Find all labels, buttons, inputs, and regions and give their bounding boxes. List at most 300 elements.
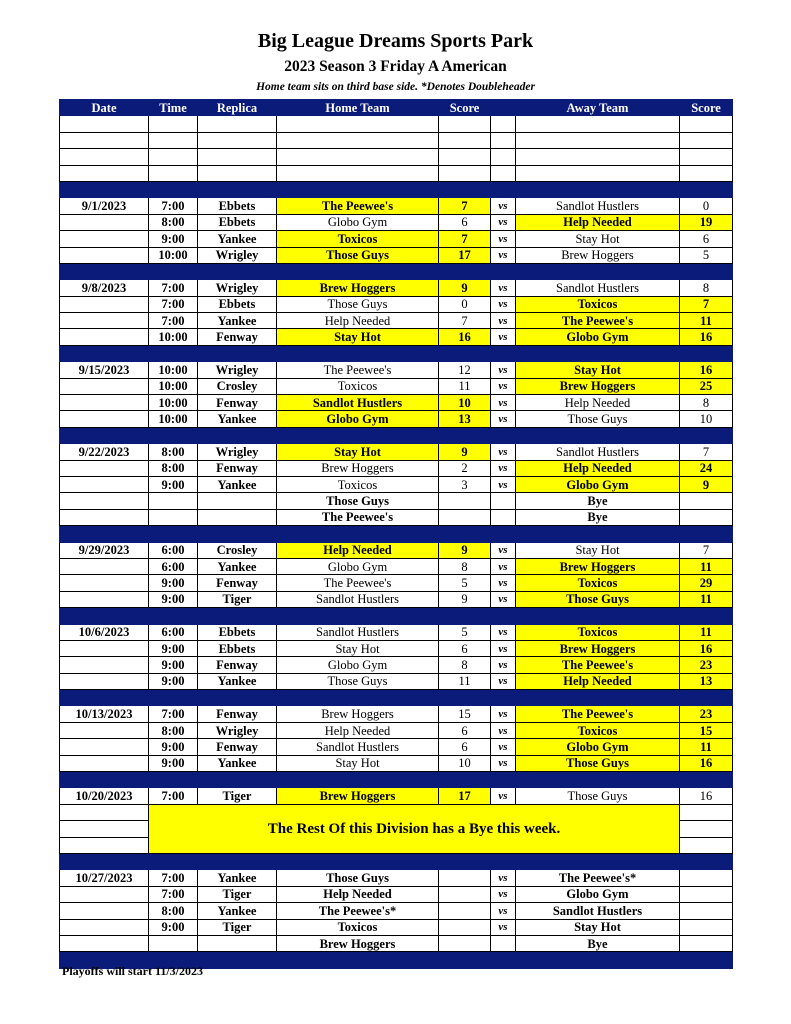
date-cell: 10/13/2023 bbox=[60, 706, 149, 722]
home-score-cell: 9 bbox=[439, 591, 491, 607]
home-score-cell: 9 bbox=[439, 542, 491, 558]
time-cell: 9:00 bbox=[149, 591, 198, 607]
away-score-cell: 9 bbox=[680, 476, 733, 492]
empty-cell bbox=[491, 165, 516, 181]
time-cell: 10:00 bbox=[149, 329, 198, 345]
time-cell: 9:00 bbox=[149, 640, 198, 656]
game-row bbox=[60, 657, 733, 673]
field-cell: Tiger bbox=[198, 919, 277, 935]
col-header-time: Time bbox=[149, 100, 198, 116]
empty-cell bbox=[439, 116, 491, 132]
home-score-cell: 6 bbox=[439, 214, 491, 230]
separator-bar bbox=[60, 526, 733, 542]
field-cell: Fenway bbox=[198, 395, 277, 411]
home-score-cell bbox=[439, 870, 491, 886]
vs-cell: vs bbox=[491, 657, 516, 673]
game-row bbox=[60, 919, 733, 935]
home-team-cell: The Peewee's bbox=[277, 198, 439, 214]
away-score-cell: 11 bbox=[680, 624, 733, 640]
game-row bbox=[60, 591, 733, 607]
field-cell: Yankee bbox=[198, 231, 277, 247]
away-team-cell: Brew Hoggers bbox=[516, 640, 680, 656]
vs-cell: vs bbox=[491, 378, 516, 394]
game-row bbox=[60, 198, 733, 214]
home-team-cell: Those Guys bbox=[277, 493, 439, 509]
page-subtitle: 2023 Season 3 Friday A American bbox=[284, 58, 507, 75]
game-row bbox=[60, 739, 733, 755]
game-row bbox=[60, 575, 733, 591]
empty-cell bbox=[149, 149, 198, 165]
away-team-cell: Help Needed bbox=[516, 395, 680, 411]
away-score-cell bbox=[680, 509, 733, 525]
vs-cell: vs bbox=[491, 329, 516, 345]
date-cell bbox=[60, 493, 149, 509]
field-cell: Crosley bbox=[198, 378, 277, 394]
time-cell: 7:00 bbox=[149, 886, 198, 902]
empty-cell bbox=[516, 165, 680, 181]
vs-cell: vs bbox=[491, 624, 516, 640]
playoffs-note: Playoffs will start 11/3/2023 bbox=[62, 964, 203, 978]
away-score-cell bbox=[680, 919, 733, 935]
game-row bbox=[60, 493, 733, 509]
home-score-cell: 12 bbox=[439, 362, 491, 378]
away-team-cell: The Peewee's* bbox=[516, 870, 680, 886]
vs-cell: vs bbox=[491, 706, 516, 722]
week-separator bbox=[60, 608, 733, 624]
date-cell bbox=[60, 214, 149, 230]
time-cell bbox=[149, 493, 198, 509]
field-cell: Tiger bbox=[198, 886, 277, 902]
game-row bbox=[60, 362, 733, 378]
empty-cell bbox=[277, 165, 439, 181]
blank-row bbox=[60, 116, 733, 132]
away-score-cell: 11 bbox=[680, 313, 733, 329]
away-score-cell bbox=[680, 886, 733, 902]
field-cell: Yankee bbox=[198, 870, 277, 886]
home-score-cell: 7 bbox=[439, 231, 491, 247]
game-row bbox=[60, 558, 733, 574]
vs-cell bbox=[491, 935, 516, 951]
week-separator bbox=[60, 526, 733, 542]
away-score-cell: 15 bbox=[680, 722, 733, 738]
time-cell bbox=[149, 509, 198, 525]
empty-cell bbox=[60, 804, 149, 820]
empty-cell bbox=[439, 149, 491, 165]
home-score-cell: 8 bbox=[439, 558, 491, 574]
home-score-cell: 17 bbox=[439, 788, 491, 804]
date-cell bbox=[60, 247, 149, 263]
away-score-cell: 11 bbox=[680, 591, 733, 607]
game-row bbox=[60, 231, 733, 247]
away-score-cell: 24 bbox=[680, 460, 733, 476]
field-cell: Fenway bbox=[198, 739, 277, 755]
empty-cell bbox=[680, 132, 733, 148]
field-cell: Ebbets bbox=[198, 214, 277, 230]
away-score-cell: 23 bbox=[680, 657, 733, 673]
page-title: Big League Dreams Sports Park bbox=[257, 30, 534, 52]
date-cell bbox=[60, 378, 149, 394]
home-team-cell: Help Needed bbox=[277, 886, 439, 902]
away-score-cell bbox=[680, 870, 733, 886]
time-cell: 10:00 bbox=[149, 247, 198, 263]
away-team-cell: The Peewee's bbox=[516, 657, 680, 673]
away-score-cell bbox=[680, 935, 733, 951]
vs-cell: vs bbox=[491, 919, 516, 935]
field-cell: Ebbets bbox=[198, 640, 277, 656]
separator-bar bbox=[60, 853, 733, 869]
vs-cell bbox=[491, 493, 516, 509]
vs-cell: vs bbox=[491, 411, 516, 427]
game-row bbox=[60, 706, 733, 722]
away-score-cell: 23 bbox=[680, 706, 733, 722]
away-team-cell: Sandlot Hustlers bbox=[516, 903, 680, 919]
time-cell: 9:00 bbox=[149, 673, 198, 689]
field-cell: Crosley bbox=[198, 542, 277, 558]
game-row bbox=[60, 476, 733, 492]
home-score-cell bbox=[439, 886, 491, 902]
away-team-cell: Those Guys bbox=[516, 591, 680, 607]
date-cell bbox=[60, 558, 149, 574]
game-row bbox=[60, 329, 733, 345]
empty-cell bbox=[149, 132, 198, 148]
away-score-cell: 29 bbox=[680, 575, 733, 591]
away-team-cell: Those Guys bbox=[516, 788, 680, 804]
away-team-cell: Help Needed bbox=[516, 673, 680, 689]
empty-cell bbox=[680, 165, 733, 181]
col-header-home-score: Score bbox=[439, 100, 491, 116]
game-row bbox=[60, 673, 733, 689]
separator-bar bbox=[60, 263, 733, 279]
blank-row bbox=[60, 165, 733, 181]
home-team-cell: The Peewee's bbox=[277, 575, 439, 591]
separator-bar bbox=[60, 772, 733, 788]
away-score-cell bbox=[680, 493, 733, 509]
separator-bar bbox=[60, 345, 733, 361]
time-cell: 8:00 bbox=[149, 903, 198, 919]
game-row bbox=[60, 247, 733, 263]
home-score-cell: 5 bbox=[439, 575, 491, 591]
away-score-cell: 6 bbox=[680, 231, 733, 247]
col-header-date: Date bbox=[60, 100, 149, 116]
empty-cell bbox=[60, 116, 149, 132]
away-team-cell: Help Needed bbox=[516, 214, 680, 230]
away-team-cell: Globo Gym bbox=[516, 476, 680, 492]
home-score-cell: 17 bbox=[439, 247, 491, 263]
home-team-cell: Help Needed bbox=[277, 722, 439, 738]
date-cell bbox=[60, 476, 149, 492]
away-team-cell: Bye bbox=[516, 509, 680, 525]
home-score-cell: 11 bbox=[439, 673, 491, 689]
home-team-cell: Brew Hoggers bbox=[277, 706, 439, 722]
empty-cell bbox=[277, 116, 439, 132]
vs-cell: vs bbox=[491, 362, 516, 378]
empty-cell bbox=[60, 165, 149, 181]
game-row bbox=[60, 280, 733, 296]
vs-cell: vs bbox=[491, 247, 516, 263]
time-cell: 7:00 bbox=[149, 280, 198, 296]
away-score-cell: 11 bbox=[680, 739, 733, 755]
table-header-row bbox=[60, 100, 733, 116]
separator-bar bbox=[60, 427, 733, 443]
home-team-cell: The Peewee's bbox=[277, 362, 439, 378]
time-cell: 6:00 bbox=[149, 558, 198, 574]
field-cell: Ebbets bbox=[198, 624, 277, 640]
away-score-cell bbox=[680, 903, 733, 919]
time-cell: 7:00 bbox=[149, 788, 198, 804]
game-row bbox=[60, 903, 733, 919]
home-team-cell: Those Guys bbox=[277, 870, 439, 886]
game-row bbox=[60, 313, 733, 329]
field-cell: Yankee bbox=[198, 755, 277, 771]
home-team-cell: Those Guys bbox=[277, 673, 439, 689]
vs-cell bbox=[491, 509, 516, 525]
vs-cell: vs bbox=[491, 198, 516, 214]
home-team-cell: Brew Hoggers bbox=[277, 460, 439, 476]
week-separator bbox=[60, 853, 733, 869]
home-score-cell: 8 bbox=[439, 657, 491, 673]
away-team-cell: Stay Hot bbox=[516, 542, 680, 558]
week-separator bbox=[60, 181, 733, 197]
game-row bbox=[60, 444, 733, 460]
time-cell: 9:00 bbox=[149, 755, 198, 771]
date-cell bbox=[60, 395, 149, 411]
time-cell: 9:00 bbox=[149, 919, 198, 935]
time-cell: 9:00 bbox=[149, 231, 198, 247]
time-cell: 7:00 bbox=[149, 296, 198, 312]
game-row bbox=[60, 935, 733, 951]
empty-cell bbox=[60, 821, 149, 837]
field-cell: Tiger bbox=[198, 591, 277, 607]
away-score-cell: 0 bbox=[680, 198, 733, 214]
col-header-away-team: Away Team bbox=[516, 100, 680, 116]
time-cell: 10:00 bbox=[149, 411, 198, 427]
date-cell bbox=[60, 739, 149, 755]
time-cell: 8:00 bbox=[149, 460, 198, 476]
col-header-vs bbox=[491, 100, 516, 116]
date-cell: 9/15/2023 bbox=[60, 362, 149, 378]
home-team-cell: The Peewee's* bbox=[277, 903, 439, 919]
game-row bbox=[60, 640, 733, 656]
date-cell bbox=[60, 755, 149, 771]
time-cell: 8:00 bbox=[149, 444, 198, 460]
empty-cell bbox=[680, 837, 733, 853]
date-cell bbox=[60, 903, 149, 919]
time-cell: 7:00 bbox=[149, 198, 198, 214]
vs-cell: vs bbox=[491, 788, 516, 804]
away-score-cell: 7 bbox=[680, 444, 733, 460]
vs-cell: vs bbox=[491, 395, 516, 411]
away-team-cell: Brew Hoggers bbox=[516, 247, 680, 263]
time-cell: 7:00 bbox=[149, 706, 198, 722]
field-cell: Ebbets bbox=[198, 296, 277, 312]
home-score-cell: 16 bbox=[439, 329, 491, 345]
date-cell: 9/1/2023 bbox=[60, 198, 149, 214]
away-team-cell: The Peewee's bbox=[516, 313, 680, 329]
home-team-cell: Help Needed bbox=[277, 313, 439, 329]
time-cell: 9:00 bbox=[149, 739, 198, 755]
home-team-cell: Sandlot Hustlers bbox=[277, 624, 439, 640]
away-team-cell: Those Guys bbox=[516, 411, 680, 427]
week-separator bbox=[60, 690, 733, 706]
week-separator bbox=[60, 427, 733, 443]
schedule-table bbox=[59, 99, 733, 969]
home-team-cell: The Peewee's bbox=[277, 509, 439, 525]
away-score-cell: 16 bbox=[680, 329, 733, 345]
game-row bbox=[60, 624, 733, 640]
field-cell bbox=[198, 493, 277, 509]
home-score-cell: 9 bbox=[439, 444, 491, 460]
home-score-cell: 11 bbox=[439, 378, 491, 394]
date-cell: 10/20/2023 bbox=[60, 788, 149, 804]
field-cell: Fenway bbox=[198, 460, 277, 476]
home-team-cell: Help Needed bbox=[277, 542, 439, 558]
empty-cell bbox=[277, 149, 439, 165]
field-cell: Wrigley bbox=[198, 362, 277, 378]
blank-row bbox=[60, 149, 733, 165]
field-cell: Fenway bbox=[198, 657, 277, 673]
home-team-cell: Globo Gym bbox=[277, 214, 439, 230]
date-cell bbox=[60, 919, 149, 935]
time-cell: 10:00 bbox=[149, 362, 198, 378]
game-row bbox=[60, 755, 733, 771]
time-cell: 8:00 bbox=[149, 722, 198, 738]
home-score-cell: 7 bbox=[439, 198, 491, 214]
empty-cell bbox=[439, 165, 491, 181]
date-cell bbox=[60, 935, 149, 951]
date-cell bbox=[60, 460, 149, 476]
separator-bar bbox=[60, 690, 733, 706]
date-cell bbox=[60, 657, 149, 673]
home-team-cell: Sandlot Hustlers bbox=[277, 591, 439, 607]
field-cell: Wrigley bbox=[198, 722, 277, 738]
vs-cell: vs bbox=[491, 870, 516, 886]
home-score-cell: 6 bbox=[439, 722, 491, 738]
separator-bar bbox=[60, 608, 733, 624]
game-row bbox=[60, 214, 733, 230]
empty-cell bbox=[680, 116, 733, 132]
time-cell: 10:00 bbox=[149, 395, 198, 411]
game-row bbox=[60, 411, 733, 427]
vs-cell: vs bbox=[491, 231, 516, 247]
week-separator bbox=[60, 345, 733, 361]
game-row bbox=[60, 378, 733, 394]
empty-cell bbox=[491, 149, 516, 165]
time-cell: 9:00 bbox=[149, 575, 198, 591]
time-cell: 8:00 bbox=[149, 214, 198, 230]
away-team-cell: Toxicos bbox=[516, 575, 680, 591]
home-team-cell: Brew Hoggers bbox=[277, 788, 439, 804]
time-cell: 6:00 bbox=[149, 542, 198, 558]
date-cell bbox=[60, 411, 149, 427]
home-score-cell: 15 bbox=[439, 706, 491, 722]
vs-cell: vs bbox=[491, 591, 516, 607]
home-score-cell: 3 bbox=[439, 476, 491, 492]
vs-cell: vs bbox=[491, 214, 516, 230]
away-team-cell: Globo Gym bbox=[516, 329, 680, 345]
col-header-home-team: Home Team bbox=[277, 100, 439, 116]
date-cell bbox=[60, 673, 149, 689]
field-cell: Fenway bbox=[198, 575, 277, 591]
field-cell: Wrigley bbox=[198, 247, 277, 263]
home-score-cell: 13 bbox=[439, 411, 491, 427]
bye-banner: The Rest Of this Division has a Bye this week. bbox=[149, 804, 680, 853]
home-score-cell: 10 bbox=[439, 755, 491, 771]
away-score-cell: 7 bbox=[680, 296, 733, 312]
home-team-cell: Toxicos bbox=[277, 231, 439, 247]
empty-cell bbox=[198, 165, 277, 181]
field-cell: Yankee bbox=[198, 411, 277, 427]
home-score-cell: 0 bbox=[439, 296, 491, 312]
home-team-cell: Stay Hot bbox=[277, 329, 439, 345]
game-row bbox=[60, 886, 733, 902]
game-row bbox=[60, 788, 733, 804]
away-score-cell: 11 bbox=[680, 558, 733, 574]
away-score-cell: 5 bbox=[680, 247, 733, 263]
time-cell: 9:00 bbox=[149, 476, 198, 492]
home-team-cell: Sandlot Hustlers bbox=[277, 739, 439, 755]
separator-bar bbox=[60, 181, 733, 197]
date-cell: 9/29/2023 bbox=[60, 542, 149, 558]
away-score-cell: 16 bbox=[680, 788, 733, 804]
field-cell: Wrigley bbox=[198, 444, 277, 460]
home-score-cell bbox=[439, 919, 491, 935]
date-cell bbox=[60, 722, 149, 738]
away-team-cell: Stay Hot bbox=[516, 919, 680, 935]
vs-cell: vs bbox=[491, 296, 516, 312]
empty-cell bbox=[60, 149, 149, 165]
empty-cell bbox=[198, 116, 277, 132]
empty-cell bbox=[680, 821, 733, 837]
empty-cell bbox=[516, 149, 680, 165]
home-team-cell: Toxicos bbox=[277, 476, 439, 492]
week-separator bbox=[60, 772, 733, 788]
home-team-cell: Globo Gym bbox=[277, 558, 439, 574]
field-cell: Tiger bbox=[198, 788, 277, 804]
time-cell: 7:00 bbox=[149, 313, 198, 329]
schedule-note: Home team sits on third base side. *Denotes Doubleheader bbox=[256, 81, 535, 93]
away-team-cell: Toxicos bbox=[516, 296, 680, 312]
away-team-cell: Sandlot Hustlers bbox=[516, 444, 680, 460]
time-cell: 6:00 bbox=[149, 624, 198, 640]
away-team-cell: Globo Gym bbox=[516, 886, 680, 902]
away-score-cell: 8 bbox=[680, 280, 733, 296]
date-cell bbox=[60, 313, 149, 329]
blank-row bbox=[60, 132, 733, 148]
home-score-cell bbox=[439, 509, 491, 525]
home-team-cell: Brew Hoggers bbox=[277, 935, 439, 951]
field-cell: Fenway bbox=[198, 329, 277, 345]
vs-cell: vs bbox=[491, 755, 516, 771]
vs-cell: vs bbox=[491, 280, 516, 296]
away-score-cell: 16 bbox=[680, 362, 733, 378]
home-score-cell: 9 bbox=[439, 280, 491, 296]
vs-cell: vs bbox=[491, 886, 516, 902]
away-team-cell: Bye bbox=[516, 935, 680, 951]
vs-cell: vs bbox=[491, 640, 516, 656]
empty-cell bbox=[680, 804, 733, 820]
away-team-cell: Stay Hot bbox=[516, 231, 680, 247]
away-team-cell: Brew Hoggers bbox=[516, 378, 680, 394]
field-cell: Yankee bbox=[198, 313, 277, 329]
col-header-replica: Replica bbox=[198, 100, 277, 116]
home-score-cell: 6 bbox=[439, 640, 491, 656]
vs-cell: vs bbox=[491, 739, 516, 755]
empty-cell bbox=[277, 132, 439, 148]
date-cell bbox=[60, 640, 149, 656]
away-score-cell: 16 bbox=[680, 640, 733, 656]
home-score-cell bbox=[439, 935, 491, 951]
date-cell: 10/27/2023 bbox=[60, 870, 149, 886]
